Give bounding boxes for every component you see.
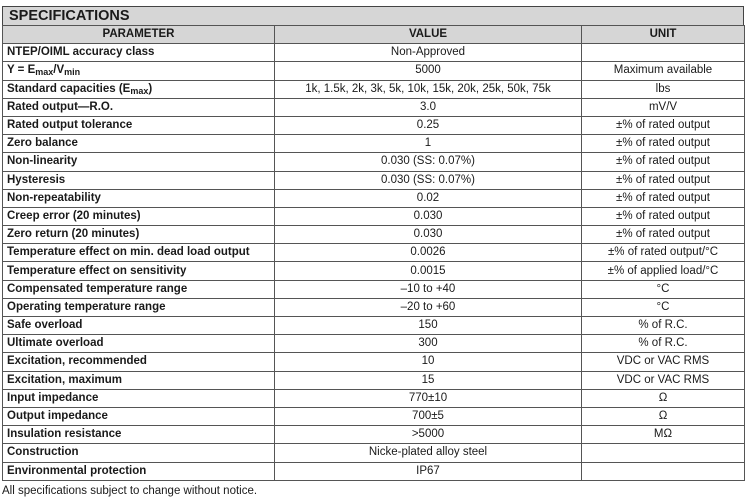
parameter-cell: Rated output—R.O.	[3, 98, 275, 116]
table-row	[3, 171, 745, 189]
header-parameter: PARAMETER	[3, 26, 275, 44]
parameter-cell: Environmental protection	[3, 462, 275, 480]
table-row	[3, 371, 745, 389]
unit-cell	[582, 444, 745, 462]
unit-cell: lbs	[582, 80, 745, 98]
parameter-cell: Insulation resistance	[3, 426, 275, 444]
table-row	[3, 317, 745, 335]
unit-cell: °C	[582, 298, 745, 316]
parameter-cell: Ultimate overload	[3, 335, 275, 353]
header-unit: UNIT	[582, 26, 745, 44]
header-value: VALUE	[275, 26, 582, 44]
table-row	[3, 226, 745, 244]
parameter-cell: Construction	[3, 444, 275, 462]
specifications-table	[2, 25, 745, 481]
table-row	[3, 244, 745, 262]
parameter-cell: Hysteresis	[3, 171, 275, 189]
table-row	[3, 116, 745, 134]
table-row	[3, 280, 745, 298]
table-row	[3, 462, 745, 480]
table-row	[3, 80, 745, 98]
parameter-cell: Rated output tolerance	[3, 116, 275, 134]
value-cell: Nicke-plated alloy steel	[275, 444, 582, 462]
value-cell: 0.02	[275, 189, 582, 207]
value-cell: Non-Approved	[275, 44, 582, 62]
value-cell: 5000	[275, 62, 582, 80]
unit-cell: ±% of rated output/°C	[582, 244, 745, 262]
parameter-cell: Temperature effect on sensitivity	[3, 262, 275, 280]
parameter-cell: Output impedance	[3, 407, 275, 425]
unit-cell	[582, 44, 745, 62]
section-title: SPECIFICATIONS	[2, 6, 744, 25]
table-row	[3, 135, 745, 153]
parameter-cell: NTEP/OIML accuracy class	[3, 44, 275, 62]
value-cell: >5000	[275, 426, 582, 444]
table-row	[3, 62, 745, 80]
unit-cell: ±% of rated output	[582, 226, 745, 244]
value-cell: 0.030	[275, 207, 582, 225]
table-row	[3, 407, 745, 425]
unit-cell: Maximum available	[582, 62, 745, 80]
value-cell: 150	[275, 317, 582, 335]
table-header-row	[3, 26, 745, 44]
value-cell: –10 to +40	[275, 280, 582, 298]
unit-cell	[582, 462, 745, 480]
unit-cell: ±% of rated output	[582, 189, 745, 207]
unit-cell: ±% of rated output	[582, 116, 745, 134]
value-cell: 3.0	[275, 98, 582, 116]
unit-cell: ±% of rated output	[582, 153, 745, 171]
value-cell: 0.030 (SS: 0.07%)	[275, 171, 582, 189]
value-cell: 0.25	[275, 116, 582, 134]
parameter-cell: $Y = E_{max}/V_{min}$	[3, 62, 275, 80]
parameter-cell: Zero return (20 minutes)	[3, 226, 275, 244]
footnote: All specifications subject to change without notice.	[2, 485, 258, 497]
table-row	[3, 262, 745, 280]
table-row	[3, 426, 745, 444]
table-row	[3, 189, 745, 207]
unit-cell: °C	[582, 280, 745, 298]
table-row	[3, 335, 745, 353]
parameter-cell: Non-linearity	[3, 153, 275, 171]
unit-cell: VDC or VAC RMS	[582, 371, 745, 389]
value-cell: 0.0026	[275, 244, 582, 262]
unit-cell: ±% of rated output	[582, 207, 745, 225]
parameter-cell: Safe overload	[3, 317, 275, 335]
parameter-cell: Compensated temperature range	[3, 280, 275, 298]
parameter-cell: Input impedance	[3, 389, 275, 407]
parameter-cell: Zero balance	[3, 135, 275, 153]
parameter-cell: Non-repeatability	[3, 189, 275, 207]
value-cell: 700±5	[275, 407, 582, 425]
unit-cell: Ω	[582, 407, 745, 425]
unit-cell: Ω	[582, 389, 745, 407]
value-cell: 15	[275, 371, 582, 389]
parameter-cell: Operating temperature range	[3, 298, 275, 316]
parameter-cell: Standard capacities $(E_{max})$	[3, 80, 275, 98]
parameter-cell: Excitation, maximum	[3, 371, 275, 389]
value-cell: IP67	[275, 462, 582, 480]
value-cell: 10	[275, 353, 582, 371]
table-body	[3, 44, 745, 481]
unit-cell: % of R.C.	[582, 317, 745, 335]
parameter-cell: Excitation, recommended	[3, 353, 275, 371]
value-cell: 0.030 (SS: 0.07%)	[275, 153, 582, 171]
parameter-cell: Temperature effect on min. dead load output	[3, 244, 275, 262]
table-row	[3, 153, 745, 171]
table-row	[3, 444, 745, 462]
unit-cell: % of R.C.	[582, 335, 745, 353]
table-row	[3, 298, 745, 316]
table-row	[3, 207, 745, 225]
value-cell: 1	[275, 135, 582, 153]
specifications-sheet	[2, 6, 744, 481]
unit-cell: ±% of rated output	[582, 171, 745, 189]
table-row	[3, 44, 745, 62]
unit-cell: ±% of applied load/°C	[582, 262, 745, 280]
value-cell: 0.030	[275, 226, 582, 244]
table-row	[3, 389, 745, 407]
unit-cell: mV/V	[582, 98, 745, 116]
value-cell: –20 to +60	[275, 298, 582, 316]
unit-cell: ±% of rated output	[582, 135, 745, 153]
table-row	[3, 353, 745, 371]
unit-cell: MΩ	[582, 426, 745, 444]
table-row	[3, 98, 745, 116]
value-cell: 1k, 1.5k, 2k, 3k, 5k, 10k, 15k, 20k, 25k, 50k, 75k	[275, 80, 582, 98]
unit-cell: VDC or VAC RMS	[582, 353, 745, 371]
parameter-cell: Creep error (20 minutes)	[3, 207, 275, 225]
value-cell: 770±10	[275, 389, 582, 407]
value-cell: 0.0015	[275, 262, 582, 280]
value-cell: 300	[275, 335, 582, 353]
